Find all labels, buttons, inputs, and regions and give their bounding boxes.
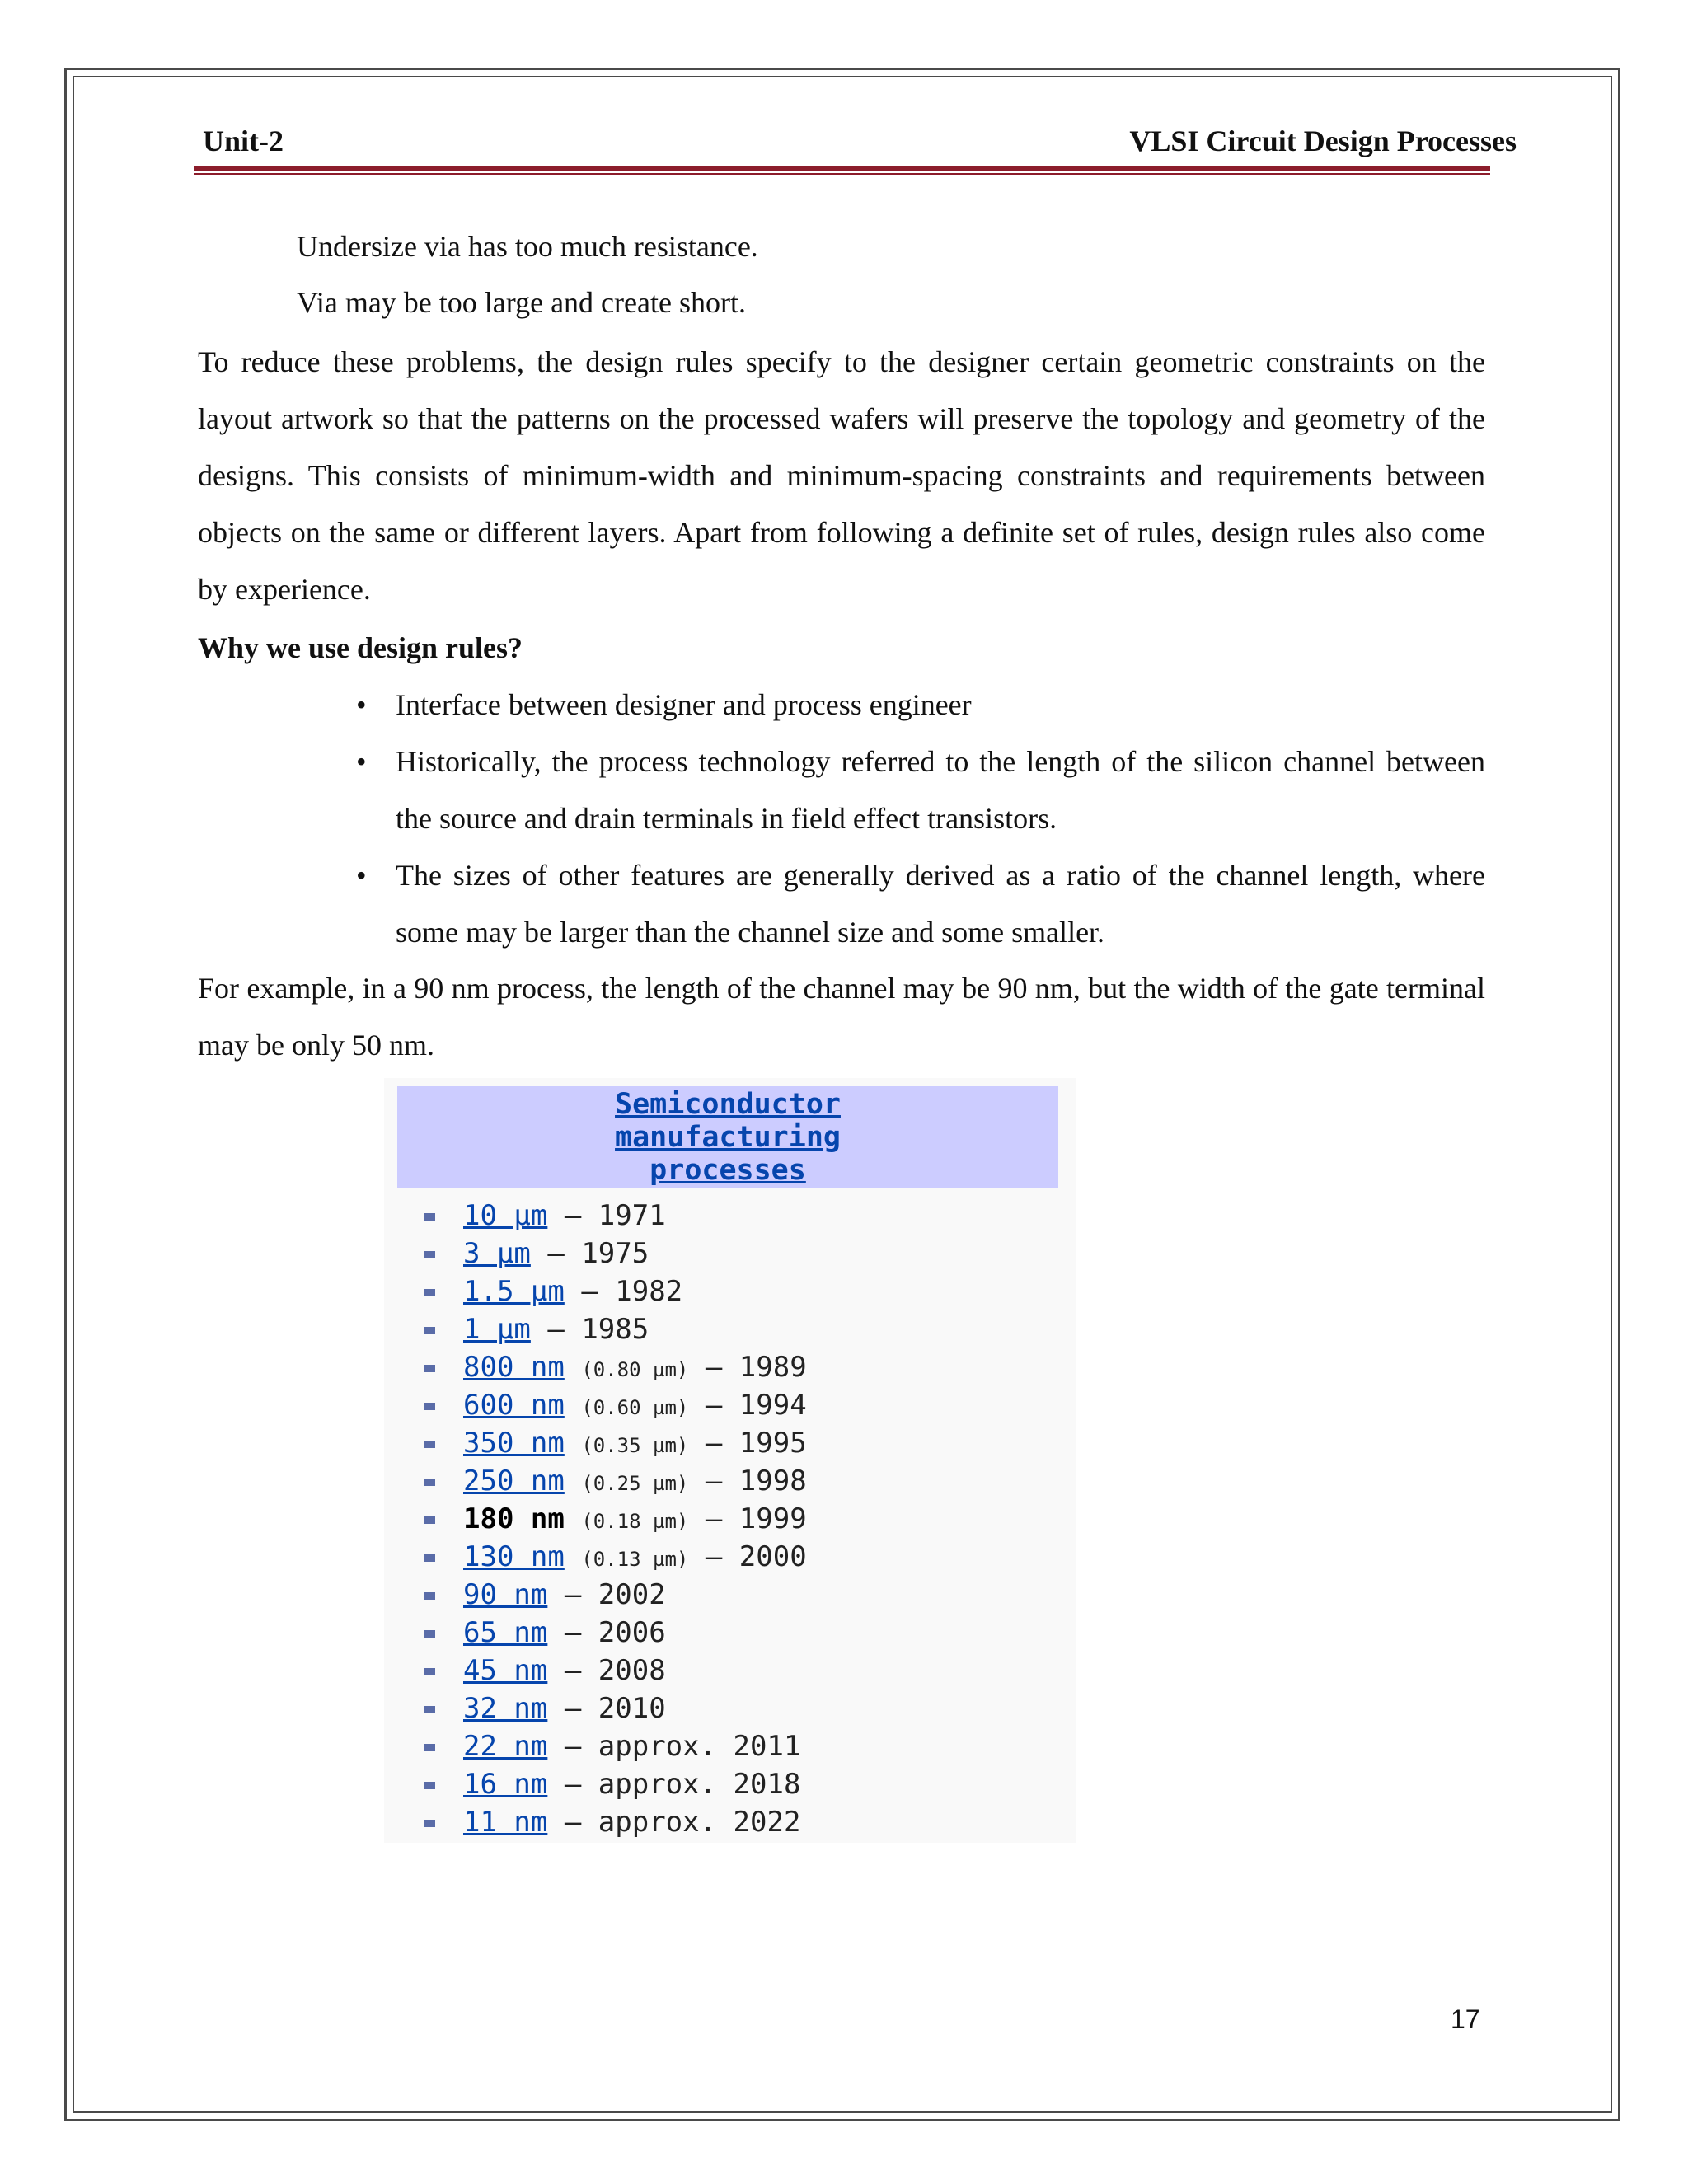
- process-item: [424, 1614, 807, 1652]
- bullet-text: The sizes of other features are generally derived as a ratio of the channel length, where some may be larger than the channel size and some smaller.: [396, 859, 1485, 949]
- section-heading: Why we use design rules?: [198, 631, 523, 664]
- bullet-item: [356, 677, 1485, 733]
- indent-line: Undersize via has too much resistance.: [297, 230, 758, 263]
- process-year: — 1995: [705, 1427, 807, 1460]
- list-bullet-icon: [424, 1441, 435, 1448]
- infobox-title[interactable]: [397, 1086, 1058, 1188]
- process-node-link[interactable]: 65 nm: [463, 1616, 548, 1649]
- process-list: [424, 1197, 807, 1841]
- process-year: — approx. 2022: [564, 1806, 801, 1839]
- process-item: [424, 1652, 807, 1690]
- process-node-link[interactable]: 3 µm: [463, 1237, 531, 1270]
- process-node-link[interactable]: 800 nm: [463, 1351, 565, 1384]
- process-item: [424, 1500, 807, 1538]
- paragraph: To reduce these problems, the design rules specify to the designer certain geometric constraints on the layout artwork so that the patterns on the processed wafers will preserve the topology and geometry of the designs. This consists of minimum-width and minimum-spacing constraints and requirements between objects on the same or different layers. Apart from following a definite set of rules, design rules also come by experience.: [198, 345, 1485, 606]
- page-header: [198, 124, 1517, 165]
- process-item: [424, 1803, 807, 1841]
- process-year: — 1998: [705, 1465, 807, 1497]
- process-infobox: [384, 1078, 1076, 1843]
- process-node-link[interactable]: 130 nm: [463, 1540, 565, 1573]
- process-item: [424, 1538, 807, 1576]
- process-year: — 2002: [564, 1578, 666, 1611]
- process-micron: (0.80 µm): [581, 1358, 689, 1381]
- process-node-link[interactable]: 600 nm: [463, 1389, 565, 1422]
- list-bullet-icon: [424, 1213, 435, 1221]
- process-node-link[interactable]: 45 nm: [463, 1654, 548, 1687]
- bullet-icon: •: [356, 688, 367, 721]
- process-node-link[interactable]: 250 nm: [463, 1465, 565, 1497]
- process-year: — 1971: [564, 1199, 666, 1232]
- bullet-item: [356, 847, 1485, 961]
- process-item: [424, 1576, 807, 1614]
- header-rule-thin: [194, 173, 1490, 175]
- bullet-text: Interface between designer and process engineer: [396, 688, 972, 721]
- list-bullet-icon: [424, 1479, 435, 1486]
- list-bullet-icon: [424, 1327, 435, 1334]
- process-year: — 1994: [705, 1389, 807, 1422]
- process-item: [424, 1272, 807, 1310]
- list-bullet-icon: [424, 1554, 435, 1562]
- process-item: [424, 1310, 807, 1348]
- process-year: — approx. 2018: [564, 1768, 801, 1801]
- list-bullet-icon: [424, 1706, 435, 1713]
- process-item: [424, 1690, 807, 1727]
- process-item: [424, 1765, 807, 1803]
- paragraph: For example, in a 90 nm process, the length of the channel may be 90 nm, but the width of the gate terminal may be only 50 nm.: [198, 972, 1485, 1062]
- process-item: [424, 1348, 807, 1386]
- process-node-link[interactable]: 22 nm: [463, 1730, 548, 1763]
- list-bullet-icon: [424, 1289, 435, 1296]
- process-node-link[interactable]: 1.5 µm: [463, 1275, 565, 1308]
- bullet-icon: •: [356, 745, 367, 778]
- process-node-link[interactable]: 16 nm: [463, 1768, 548, 1801]
- process-micron: (0.25 µm): [581, 1472, 689, 1495]
- process-node-link[interactable]: 11 nm: [463, 1806, 548, 1839]
- process-item: [424, 1727, 807, 1765]
- process-item: [424, 1197, 807, 1235]
- process-year: — 1989: [705, 1351, 807, 1384]
- process-micron: (0.35 µm): [581, 1434, 689, 1457]
- bullet-list: [356, 677, 1485, 961]
- process-year: — 2010: [564, 1692, 666, 1725]
- list-bullet-icon: [424, 1744, 435, 1751]
- process-year: — 2000: [705, 1540, 807, 1573]
- list-bullet-icon: [424, 1820, 435, 1827]
- process-item: [424, 1386, 807, 1424]
- list-bullet-icon: [424, 1516, 435, 1524]
- process-year: — 1999: [705, 1502, 807, 1535]
- list-bullet-icon: [424, 1668, 435, 1675]
- process-node-link[interactable]: 32 nm: [463, 1692, 548, 1725]
- process-micron: (0.60 µm): [581, 1396, 689, 1419]
- process-micron: (0.18 µm): [581, 1510, 689, 1533]
- process-item: [424, 1462, 807, 1500]
- bullet-text: Historically, the process technology referred to the length of the silicon channel between the source and drain terminals in field effect transistors.: [396, 745, 1485, 835]
- header-title: VLSI Circuit Design Processes: [1129, 124, 1517, 157]
- list-bullet-icon: [424, 1630, 435, 1638]
- process-year: — 1982: [581, 1275, 683, 1308]
- process-item: [424, 1235, 807, 1272]
- list-bullet-icon: [424, 1403, 435, 1410]
- unit-label: Unit-2: [203, 124, 284, 157]
- list-bullet-icon: [424, 1782, 435, 1789]
- list-bullet-icon: [424, 1251, 435, 1258]
- bullet-icon: •: [356, 859, 367, 892]
- process-year: — 1975: [547, 1237, 649, 1270]
- process-micron: (0.13 µm): [581, 1548, 689, 1571]
- header-rule: [194, 166, 1490, 171]
- process-item: [424, 1424, 807, 1462]
- process-year: — approx. 2011: [564, 1730, 801, 1763]
- process-node-link[interactable]: 1 µm: [463, 1313, 531, 1346]
- list-bullet-icon: [424, 1365, 435, 1372]
- process-node-link[interactable]: 90 nm: [463, 1578, 548, 1611]
- process-year: — 2008: [564, 1654, 666, 1687]
- indent-line: Via may be too large and create short.: [297, 286, 746, 319]
- process-node-link[interactable]: 350 nm: [463, 1427, 565, 1460]
- process-year: — 1985: [547, 1313, 649, 1346]
- process-node-current: 180 nm: [463, 1502, 565, 1535]
- page-number: 17: [1451, 2004, 1480, 2034]
- bullet-item: [356, 733, 1485, 847]
- process-year: — 2006: [564, 1616, 666, 1649]
- list-bullet-icon: [424, 1592, 435, 1600]
- process-node-link[interactable]: 10 µm: [463, 1199, 548, 1232]
- infobox-title-text[interactable]: Semiconductor manufacturing processes: [615, 1088, 841, 1187]
